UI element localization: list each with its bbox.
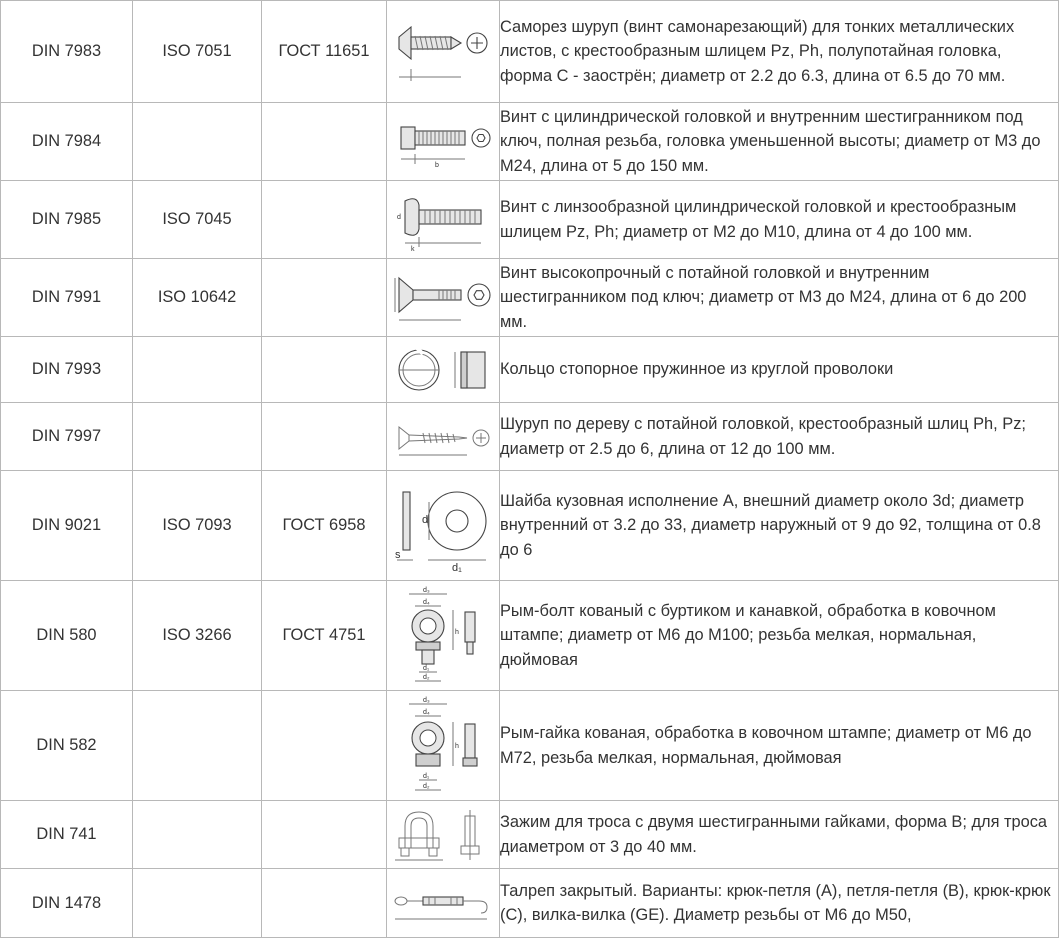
dimension-label-d1: d₁ (423, 772, 430, 780)
din-cell: DIN 580 (1, 581, 133, 691)
dimension-label-d1: d₁ (452, 561, 462, 574)
description-cell: Рым-гайка кованая, обработка в ковочном штампе; диаметр от М6 до М72, резьба мелкая, нормальная, дюймовая (500, 691, 1059, 801)
iso-cell (133, 869, 262, 938)
iso-cell (133, 801, 262, 869)
description-cell: Винт высокопрочный с потайной головкой и внутренним шестигранником под ключ; диаметр от М3 до М24, длина от 6 до 200 мм. (500, 259, 1059, 337)
iso-cell: ISO 10642 (133, 259, 262, 337)
din-cell: DIN 582 (1, 691, 133, 801)
gost-cell (262, 259, 387, 337)
table-row (1, 337, 1059, 403)
table-row (1, 1, 1059, 103)
description-cell: Шайба кузовная исполнение А, внешний диаметр около 3d; диаметр внутренний от 3.2 до 33, диаметр наружный от 9 до 92, толщина от 0.8 до 6 (500, 471, 1059, 581)
dimension-label-d4: d₄ (423, 598, 430, 606)
gost-cell: ГОСТ 11651 (262, 1, 387, 103)
gost-cell (262, 103, 387, 181)
din-cell: DIN 1478 (1, 869, 133, 938)
din-cell: DIN 7991 (1, 259, 133, 337)
low-head-socket-screw-drawing (389, 109, 497, 175)
gost-cell (262, 181, 387, 259)
din-cell: DIN 7983 (1, 1, 133, 103)
gost-cell: ГОСТ 6958 (262, 471, 387, 581)
table-row (1, 259, 1059, 337)
dimension-label-d3: d₃ (423, 696, 430, 704)
dimension-label-h: h (455, 742, 459, 750)
iso-cell (133, 337, 262, 403)
dimension-label-d1: d₁ (423, 664, 430, 672)
dimension-label-d: d (422, 513, 429, 526)
din-cell: DIN 7985 (1, 181, 133, 259)
gost-cell (262, 691, 387, 801)
dimension-label-s: s (395, 548, 401, 561)
gost-cell (262, 337, 387, 403)
table-row (1, 801, 1059, 869)
iso-cell: ISO 7051 (133, 1, 262, 103)
gost-cell (262, 403, 387, 471)
dimension-label-d3: d₃ (423, 586, 430, 594)
iso-cell (133, 103, 262, 181)
pan-head-cross-screw-drawing (389, 185, 497, 255)
iso-cell: ISO 3266 (133, 581, 262, 691)
description-cell: Зажим для троса с двумя шестигранными гайками, форма В; для троса диаметром от 3 до 40 мм. (500, 801, 1059, 869)
gost-cell (262, 869, 387, 938)
din-cell: DIN 7993 (1, 337, 133, 403)
washer-drawing (389, 476, 497, 576)
table-row (1, 181, 1059, 259)
description-cell: Талреп закрытый. Варианты: крюк-петля (А), петля-петля (В), крюк-крюк (С), вилка-вилка (GE). Диаметр резьбы от М6 до М50, (500, 869, 1059, 938)
countersunk-self-tapping-screw-drawing (389, 7, 497, 97)
eye-nut-drawing (389, 694, 497, 798)
table-row (1, 869, 1059, 938)
description-cell: Саморез шуруп (винт самонарезающий) для тонких металлических листов, с крестообразным шлицем Pz, Ph, полупотайная головка, форма С - заострён; диаметр от 2.2 до 6.3, длина от 6.5 до 70 мм. (500, 1, 1059, 103)
gost-cell (262, 801, 387, 869)
description-cell: Кольцо стопорное пружинное из круглой проволоки (500, 337, 1059, 403)
gost-cell: ГОСТ 4751 (262, 581, 387, 691)
turnbuckle-drawing (389, 873, 497, 933)
iso-cell (133, 691, 262, 801)
dimension-label-d2: d₂ (423, 673, 430, 681)
table-row (1, 471, 1059, 581)
description-cell: Шуруп по дереву с потайной головкой, крестообразный шлиц Ph, Pz; диаметр от 2.5 до 6, длина от 12 до 100 мм. (500, 403, 1059, 471)
description-cell: Винт с линзообразной цилиндрической головкой и крестообразным шлицем Pz, Ph; диаметр от М2 до М10, длина от 4 до 100 мм. (500, 181, 1059, 259)
wire-rope-clip-drawing (389, 804, 497, 866)
dimension-label-k: k (411, 245, 415, 253)
description-cell: Винт с цилиндрической головкой и внутренним шестигранником под ключ, полная резьба, головка уменьшенной высоты; диаметр от М3 до М24, длина от 5 до 150 мм. (500, 103, 1059, 181)
table-row (1, 581, 1059, 691)
wood-screw-drawing (389, 407, 497, 467)
snap-ring-drawing (389, 340, 497, 400)
dimension-label-d: d (397, 213, 401, 221)
table-row (1, 103, 1059, 181)
din-cell: DIN 7984 (1, 103, 133, 181)
table-row (1, 691, 1059, 801)
dimension-label-h: h (455, 628, 459, 636)
din-cell: DIN 741 (1, 801, 133, 869)
dimension-label-d2: d₂ (423, 782, 430, 790)
din-cell: DIN 9021 (1, 471, 133, 581)
iso-cell: ISO 7045 (133, 181, 262, 259)
countersunk-socket-screw-drawing (389, 264, 497, 332)
table-row (1, 403, 1059, 471)
eye-bolt-drawing (389, 584, 497, 688)
dimension-label-b: b (435, 161, 439, 169)
iso-cell: ISO 7093 (133, 471, 262, 581)
dimension-label-d4: d₄ (423, 708, 430, 716)
din-cell: DIN 7997 (1, 403, 133, 471)
iso-cell (133, 403, 262, 471)
description-cell: Рым-болт кованый с буртиком и канавкой, обработка в ковочном штампе; диаметр от М6 до М100; резьба мелкая, нормальная, дюймовая (500, 581, 1059, 691)
